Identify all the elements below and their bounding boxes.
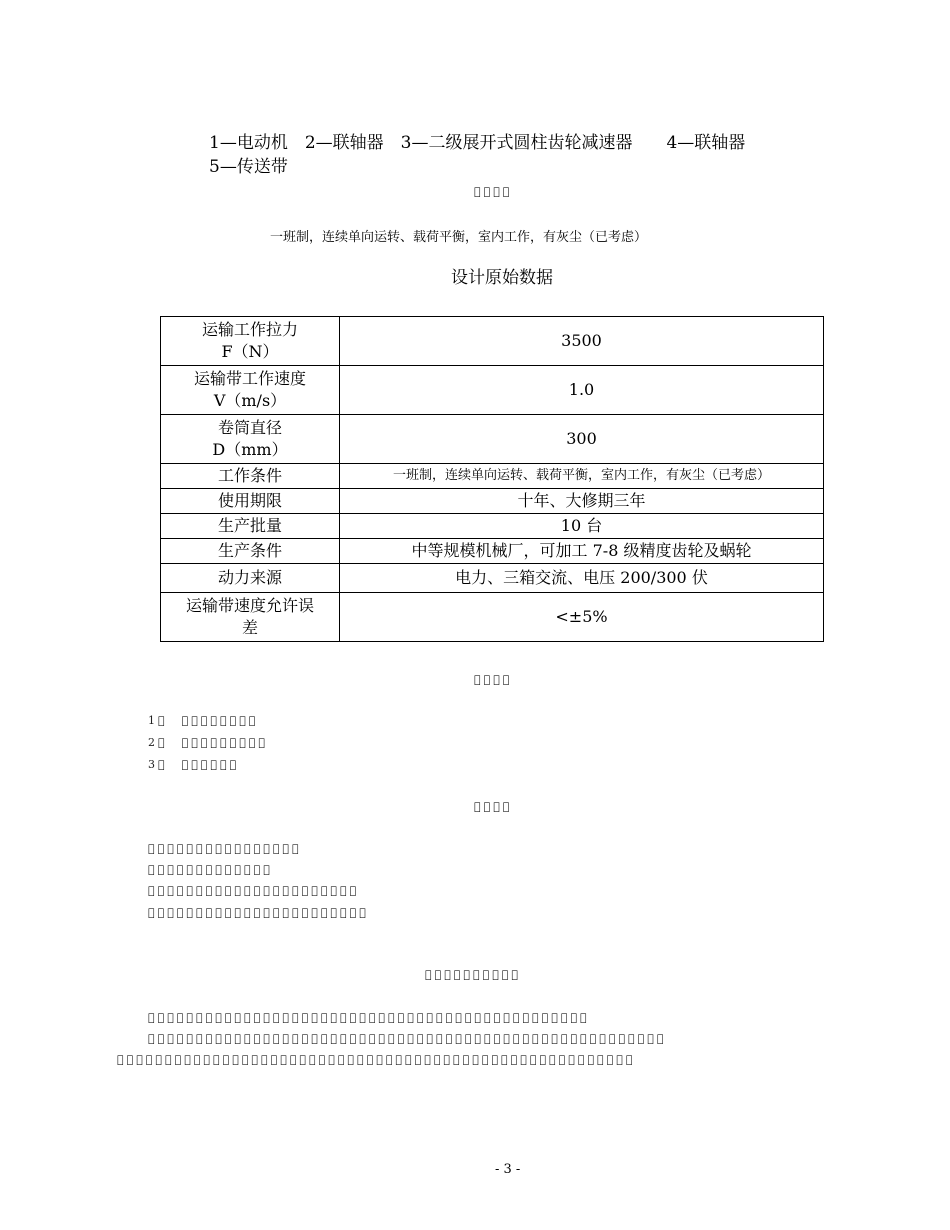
table-row — [161, 593, 824, 642]
spec-value: 十年、大修期三年 — [340, 489, 824, 514]
table-row — [161, 415, 824, 464]
table-row — [161, 514, 824, 539]
caption-line-2: 5—传送带 — [209, 157, 288, 177]
paragraph-line:                         — [148, 906, 369, 919]
spec-label: 卷筒直径 D（mm） — [161, 415, 340, 464]
spec-label: 运输带速度允许误 差 — [161, 593, 340, 642]
spec-label: 动力来源 — [161, 564, 340, 593]
section-heading-4:            — [425, 968, 522, 981]
spec-label: 生产条件 — [161, 539, 340, 564]
table-title: 设计原始数据 — [451, 268, 553, 288]
page-number: - 3 - — [495, 1162, 521, 1177]
spec-value: 一班制，连续单向运转、载荷平衡，室内工作，有灰尘（已考虑） — [340, 464, 824, 489]
table-row — [161, 539, 824, 564]
list-item: 1           — [148, 714, 259, 727]
table-row — [161, 464, 824, 489]
design-data-table — [160, 316, 824, 642]
paragraph-line:                  — [148, 842, 302, 855]
section-heading-2:      — [474, 673, 513, 686]
table-row — [161, 489, 824, 514]
table-row — [161, 317, 824, 366]
paragraph-line:               — [148, 863, 273, 876]
spec-label: 生产批量 — [161, 514, 340, 539]
spec-value: 电力、三箱交流、电压 200/300 伏 — [340, 564, 824, 593]
list-item: 2            — [148, 736, 269, 749]
table-row — [161, 564, 824, 593]
spec-value: 10 台 — [340, 514, 824, 539]
list-item: 3         — [148, 758, 240, 771]
conditions-note: 一班制，连续单向运转、载荷平衡，室内工作，有灰尘（已考虑） — [270, 230, 648, 245]
spec-label: 使用期限 — [161, 489, 340, 514]
paragraph-line:                        — [148, 884, 360, 897]
spec-value: 1.0 — [340, 366, 824, 415]
paragraph-line:                                                        — [148, 1032, 667, 1045]
spec-value: <±5% — [340, 593, 824, 642]
spec-label: 工作条件 — [161, 464, 340, 489]
spec-value: 3500 — [340, 317, 824, 366]
spec-value: 300 — [340, 415, 824, 464]
section-heading-3:      — [474, 800, 513, 813]
table-row — [161, 366, 824, 415]
spec-label: 运输工作拉力 F（N） — [161, 317, 340, 366]
caption-line-1: 1—电动机 2—联轴器 3—二级展开式圆柱齿轮减速器 4—联轴器 — [209, 133, 746, 153]
spec-value: 中等规模机械厂，可加工 7-8 级精度齿轮及蜗轮 — [340, 539, 824, 564]
section-heading-1:      — [474, 185, 513, 198]
paragraph-line:                                                — [148, 1011, 590, 1024]
paragraph-line:                                                        — [117, 1053, 636, 1066]
spec-label: 运输带工作速度 V（m/s） — [161, 366, 340, 415]
